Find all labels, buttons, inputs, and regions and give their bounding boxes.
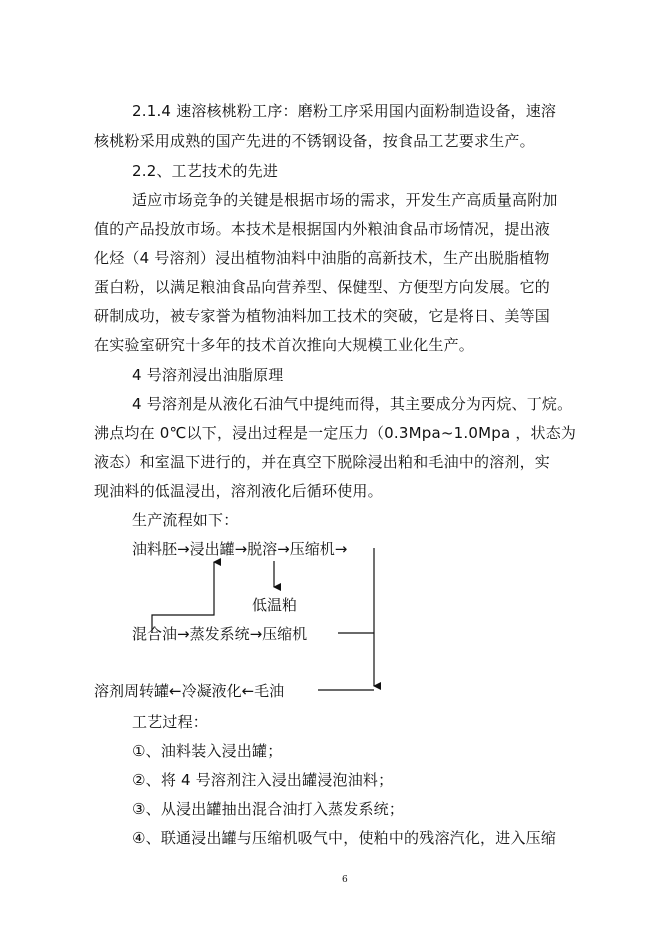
process-step: ①、油料装入浸出罐； [132,742,283,760]
paragraph-line: 值的产品投放市场。本技术是根据国内外粮油食品市场情况，提出液 [94,220,551,238]
paragraph-line: 现油料的低温浸出，溶剂液化后循环使用。 [94,482,383,500]
paragraph-line: 化烃（4 号溶剂）浸出植物油料中油脂的高新技术，生产出脱脂植物 [94,249,550,267]
paragraph-line: 研制成功，被专家誉为植物油料加工技术的突破，它是将日、美等国 [94,307,551,325]
flow-low-temp-meal: 低温粕 [252,596,298,614]
section-2-2-heading: 2.2、工艺技术的先进 [132,162,279,180]
paragraph-line: 液态）和室温下进行的，并在真空下脱除浸出粕和毛油中的溶剂，实 [94,453,551,471]
flow-row-2: 混合油→蒸发系统→压缩机 [132,625,308,643]
flow-row-3: 溶剂周转罐←冷凝液化←毛油 [94,682,285,700]
paragraph-line: 适应市场竞争的关键是根据市场的需求，开发生产高质量高附加 [132,191,558,209]
flow-loop-to-extraction-tank [152,562,214,633]
paragraph-line: 蛋白粉，以满足粮油食品向营养型、保健型、方便型方向发展。它的 [94,278,551,296]
flow-intro: 生产流程如下： [132,511,239,529]
process-step: ②、将 4 号溶剂注入浸出罐浸泡油料； [132,771,394,789]
process-heading: 工艺过程： [132,713,209,731]
process-step: ④、联通浸出罐与压缩机吸气中，使粕中的残溶汽化，进入压缩 [132,829,557,847]
flow-row-1: 油料胚→浸出罐→脱溶→压缩机→ [132,540,348,558]
paragraph-line: 沸点均在 0℃以下，浸出过程是一定压力（0.3Mpa~1.0Mpa ，状态为 [94,424,577,442]
paragraph-2-1-4-line-1: 2.1.4 速溶核桃粉工序：磨粉工序采用国内面粉制造设备，速溶 [132,102,557,120]
process-step: ③、从浸出罐抽出混合油打入蒸发系统； [132,800,405,818]
paragraph-2-1-4-line-2: 核桃粉采用成熟的国产先进的不锈钢设备，按食品工艺要求生产。 [94,132,535,150]
page-number: 6 [342,875,348,885]
principle-heading: 4 号溶剂浸出油脂原理 [132,366,284,384]
paragraph-line: 4 号溶剂是从液化石油气中提纯而得，其主要成分为丙烷、丁烷。 [132,395,573,413]
paragraph-line: 在实验室研究十多年的技术首次推向大规模工业化生产。 [94,336,475,354]
